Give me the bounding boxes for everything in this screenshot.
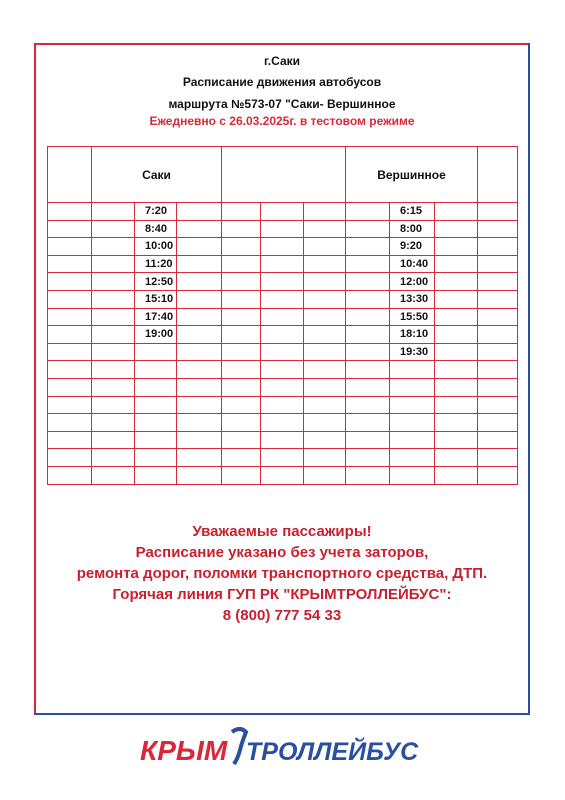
empty-cell (222, 466, 261, 484)
empty-cell (92, 466, 135, 484)
empty-cell (222, 361, 261, 379)
saki-departure-time: 10:00 (135, 238, 177, 256)
empty-cell (222, 378, 261, 396)
table-row (48, 203, 518, 221)
empty-cell (435, 449, 478, 467)
empty-cell (92, 203, 135, 221)
saki-departure-time: 8:40 (135, 220, 177, 238)
saki-departure-time (135, 449, 177, 467)
empty-cell (435, 273, 478, 291)
empty-cell (478, 273, 518, 291)
empty-cell (177, 326, 222, 344)
empty-cell (222, 343, 261, 361)
vershinnoe-departure-time: 18:10 (390, 326, 435, 344)
schedule-title: Расписание движения автобусов (182, 75, 382, 89)
empty-cell (261, 255, 304, 273)
table-row (48, 449, 518, 467)
table-row (48, 238, 518, 256)
vershinnoe-departure-time (390, 466, 435, 484)
table-row (48, 255, 518, 273)
empty-cell (346, 308, 390, 326)
saki-departure-time (135, 378, 177, 396)
vershinnoe-departure-time (390, 414, 435, 432)
empty-cell (177, 238, 222, 256)
empty-cell (92, 414, 135, 432)
saki-departure-time: 17:40 (135, 308, 177, 326)
empty-cell (435, 431, 478, 449)
empty-cell (261, 343, 304, 361)
empty-cell (92, 290, 135, 308)
empty-cell (177, 466, 222, 484)
table-row (48, 466, 518, 484)
empty-cell (92, 343, 135, 361)
empty-cell (48, 220, 92, 238)
logo-text-krym: КРЫМ (140, 735, 228, 766)
saki-departure-time: 15:10 (135, 290, 177, 308)
empty-cell (92, 326, 135, 344)
schedule-table (47, 146, 518, 485)
vershinnoe-departure-time (390, 361, 435, 379)
table-row (48, 361, 518, 379)
empty-cell (261, 378, 304, 396)
vershinnoe-departure-time: 9:20 (390, 238, 435, 256)
empty-cell (92, 238, 135, 256)
table-row (48, 414, 518, 432)
saki-departure-time (135, 431, 177, 449)
empty-cell (435, 414, 478, 432)
empty-cell (346, 396, 390, 414)
vershinnoe-departure-time: 15:50 (390, 308, 435, 326)
empty-cell (346, 273, 390, 291)
empty-cell (261, 449, 304, 467)
empty-cell (478, 326, 518, 344)
empty-cell (304, 203, 346, 221)
empty-cell (92, 378, 135, 396)
empty-cell (478, 361, 518, 379)
empty-cell (92, 220, 135, 238)
empty-cell (304, 414, 346, 432)
empty-cell (222, 290, 261, 308)
empty-cell (177, 273, 222, 291)
empty-cell (48, 343, 92, 361)
empty-cell (177, 414, 222, 432)
empty-cell (177, 220, 222, 238)
empty-cell (222, 414, 261, 432)
empty-cell (346, 220, 390, 238)
column-header-vershinnoe: Вершинное (346, 147, 478, 203)
logo-emblem-icon (232, 729, 246, 764)
empty-cell (478, 203, 518, 221)
vershinnoe-departure-time (390, 449, 435, 467)
vershinnoe-departure-time: 19:30 (390, 343, 435, 361)
table-row (48, 308, 518, 326)
empty-cell (304, 290, 346, 308)
empty-cell (222, 431, 261, 449)
empty-cell (304, 431, 346, 449)
hotline-number: 8 (800) 777 54 33 (222, 607, 342, 624)
empty-cell (261, 238, 304, 256)
empty-cell (48, 361, 92, 379)
empty-cell (222, 273, 261, 291)
empty-cell (48, 308, 92, 326)
empty-cell (92, 308, 135, 326)
vershinnoe-departure-time: 12:00 (390, 273, 435, 291)
empty-cell (346, 238, 390, 256)
empty-cell (346, 378, 390, 396)
empty-cell (304, 273, 346, 291)
table-header-row (48, 147, 518, 203)
empty-cell (177, 361, 222, 379)
empty-cell (48, 290, 92, 308)
empty-cell (222, 220, 261, 238)
empty-cell (177, 308, 222, 326)
empty-cell (304, 378, 346, 396)
empty-cell (478, 308, 518, 326)
table-row (48, 378, 518, 396)
empty-cell (261, 466, 304, 484)
vershinnoe-departure-time (390, 431, 435, 449)
empty-cell (261, 326, 304, 344)
empty-cell (304, 238, 346, 256)
empty-cell (346, 466, 390, 484)
empty-cell (48, 378, 92, 396)
empty-cell (304, 396, 346, 414)
empty-cell (304, 255, 346, 273)
saki-departure-time: 11:20 (135, 255, 177, 273)
empty-cell (48, 238, 92, 256)
saki-departure-time: 12:50 (135, 273, 177, 291)
empty-cell (435, 238, 478, 256)
empty-cell (304, 449, 346, 467)
empty-cell (435, 308, 478, 326)
empty-cell (222, 308, 261, 326)
empty-cell (222, 203, 261, 221)
table-row (48, 326, 518, 344)
empty-cell (435, 220, 478, 238)
table-row (48, 431, 518, 449)
empty-cell (261, 431, 304, 449)
empty-cell (478, 431, 518, 449)
empty-cell (177, 343, 222, 361)
empty-cell (261, 220, 304, 238)
empty-cell (48, 326, 92, 344)
empty-cell (478, 466, 518, 484)
empty-cell (478, 220, 518, 238)
empty-cell (478, 449, 518, 467)
empty-cell (304, 220, 346, 238)
empty-cell (92, 449, 135, 467)
table-row (48, 343, 518, 361)
empty-cell (177, 203, 222, 221)
route-title: маршрута №573-07 "Саки- Вершинное (168, 97, 396, 111)
empty-cell (478, 414, 518, 432)
empty-cell (478, 290, 518, 308)
table-row (48, 396, 518, 414)
empty-cell (304, 466, 346, 484)
empty-cell (435, 255, 478, 273)
empty-cell (92, 431, 135, 449)
empty-cell (304, 326, 346, 344)
empty-cell (346, 361, 390, 379)
notice-line: Горячая линия ГУП РК "КРЫМТРОЛЛЕЙБУС": (112, 586, 452, 603)
empty-cell (177, 290, 222, 308)
empty-cell (92, 396, 135, 414)
empty-cell (177, 255, 222, 273)
empty-cell (48, 431, 92, 449)
empty-cell (222, 449, 261, 467)
krymtrolleybus-logo (140, 724, 430, 770)
empty-cell (48, 466, 92, 484)
empty-cell (92, 255, 135, 273)
empty-cell (304, 308, 346, 326)
empty-cell (346, 255, 390, 273)
empty-cell (435, 466, 478, 484)
empty-cell (478, 343, 518, 361)
empty-cell (346, 449, 390, 467)
saki-departure-time (135, 343, 177, 361)
saki-departure-time: 7:20 (135, 203, 177, 221)
column-header-saki: Саки (92, 147, 222, 203)
vershinnoe-departure-time (390, 378, 435, 396)
empty-cell (261, 308, 304, 326)
empty-cell (48, 396, 92, 414)
empty-cell (346, 203, 390, 221)
passenger-notice (34, 521, 530, 626)
empty-cell (346, 431, 390, 449)
empty-cell (261, 396, 304, 414)
empty-cell (222, 255, 261, 273)
saki-departure-time (135, 361, 177, 379)
empty-cell (48, 203, 92, 221)
vershinnoe-departure-time: 6:15 (390, 203, 435, 221)
empty-cell (261, 203, 304, 221)
empty-cell (435, 396, 478, 414)
empty-cell (222, 326, 261, 344)
empty-cell (261, 414, 304, 432)
city-title: г.Саки (264, 54, 300, 68)
empty-cell (48, 449, 92, 467)
vershinnoe-departure-time (390, 396, 435, 414)
notice-line: Расписание указано без учета заторов, (135, 544, 429, 561)
empty-cell (177, 396, 222, 414)
validity-note: Ежедневно с 26.03.2025г. в тестовом режиме (149, 114, 415, 128)
empty-cell (48, 273, 92, 291)
empty-cell (304, 361, 346, 379)
table-row (48, 273, 518, 291)
saki-departure-time (135, 396, 177, 414)
empty-cell (222, 238, 261, 256)
empty-cell (261, 273, 304, 291)
empty-cell (92, 361, 135, 379)
empty-cell (478, 396, 518, 414)
notice-line: ремонта дорог, поломки транспортного средства, ДТП. (76, 565, 488, 582)
empty-cell (92, 273, 135, 291)
empty-cell (48, 414, 92, 432)
table-row (48, 290, 518, 308)
empty-cell (478, 378, 518, 396)
empty-cell (48, 255, 92, 273)
empty-cell (435, 361, 478, 379)
empty-cell (435, 290, 478, 308)
empty-cell (346, 343, 390, 361)
empty-cell (261, 361, 304, 379)
empty-cell (346, 326, 390, 344)
empty-cell (435, 203, 478, 221)
empty-cell (222, 396, 261, 414)
empty-cell (435, 326, 478, 344)
empty-cell (177, 431, 222, 449)
empty-cell (346, 414, 390, 432)
empty-cell (435, 343, 478, 361)
empty-cell (177, 449, 222, 467)
saki-departure-time: 19:00 (135, 326, 177, 344)
empty-cell (435, 378, 478, 396)
logo-text-trolleybus: ТРОЛЛЕЙБУС (246, 738, 419, 766)
vershinnoe-departure-time: 8:00 (390, 220, 435, 238)
table-row (48, 220, 518, 238)
empty-cell (261, 290, 304, 308)
vershinnoe-departure-time: 10:40 (390, 255, 435, 273)
saki-departure-time (135, 466, 177, 484)
empty-cell (478, 255, 518, 273)
empty-cell (177, 378, 222, 396)
saki-departure-time (135, 414, 177, 432)
empty-cell (304, 343, 346, 361)
empty-cell (346, 290, 390, 308)
vershinnoe-departure-time: 13:30 (390, 290, 435, 308)
empty-cell (478, 238, 518, 256)
notice-line: Уважаемые пассажиры! (192, 523, 372, 540)
